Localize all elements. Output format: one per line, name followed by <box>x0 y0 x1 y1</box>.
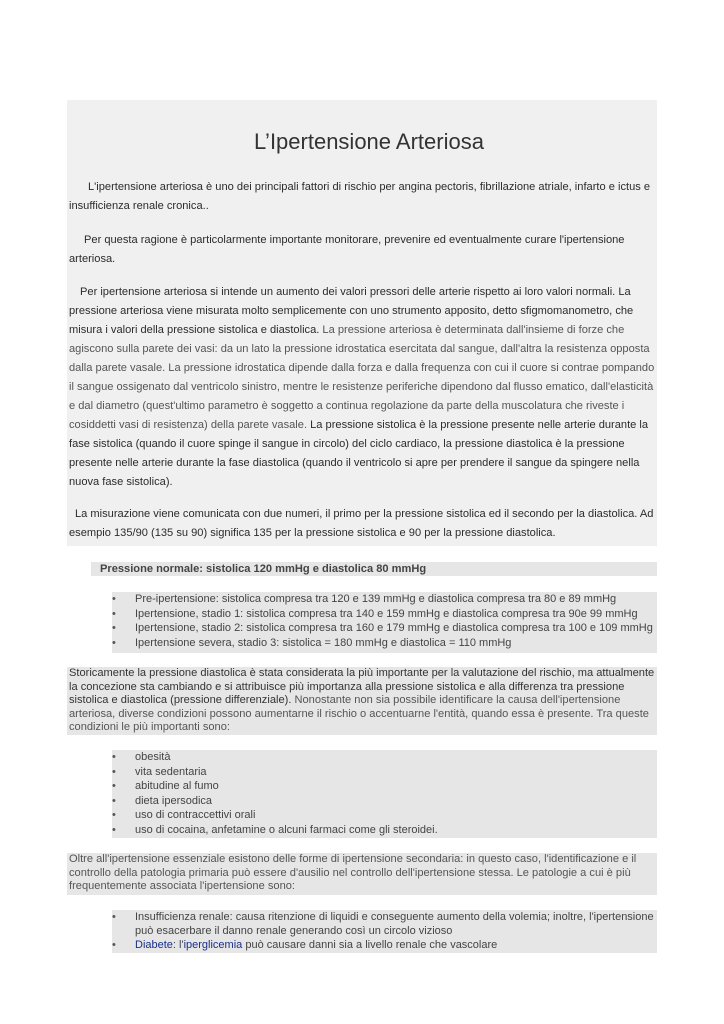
iperglicemia-link[interactable]: iperglicemia <box>183 939 243 952</box>
list-item <box>112 607 657 622</box>
forces-text: La pressione arteriosa è determinata dall'insieme di forze che agiscono sulla parete dei vasi: da un lato la pressione idrostatica esercitata dal sangue, dall'altra la resistenza opposta dalla parete vasale. La pressione idrostatica dipende dalla forza e dalla frequenza con cui il cuore si contrae pompando il sangue ossigenato dal ventricolo sinistro, mentre le resistenze periferiche dipendono dal flusso ematico, dall'elasticità e dal diametro (quest'ultimo parametro è soggetto a continua regolazione da parte della muscolatura che riveste i cosiddetti vasi di resistenza) della parete vasale. <box>69 324 655 431</box>
list-item-text: Insufficienza renale: causa ritenzione di liquidi e conseguente aumento della volemia; inoltre, l'ipertensione può esacerbare il danno renale generando così un circolo vizioso <box>135 911 654 938</box>
list-item <box>112 779 657 794</box>
list-item <box>112 592 657 607</box>
bullet-icon: • <box>112 809 116 822</box>
historical-text: Storicamente la pressione diastolica è stata considerata la più importante per la valutazione del rischio, ma attualmente la concezione sta cambiando e si attribuisce più importanza alla pressione sistolica e alla differenza tra pressione sistolica e diastolica (pressione differenziale). <box>69 667 655 707</box>
list-item-text: Pre-ipertensione: sistolica compresa tra 120 e 139 mmHg e diastolica compresa tra 80 e 89 mmHg <box>135 593 617 605</box>
list-item <box>112 823 657 838</box>
bullet-icon: • <box>112 636 116 649</box>
bullet-icon: • <box>112 823 116 836</box>
list-item-text: Ipertensione, stadio 2: sistolica compresa tra 160 e 179 mmHg e diastolica compresa tra 100 e 109 mmHg <box>135 622 653 635</box>
list-item <box>112 938 657 952</box>
systolic-diastolic-text: La pressione sistolica è la pressione presente nelle arterie durante la fase sistolica (quando il cuore spinge il sangue in circolo) del ciclo cardiaco, la pressione diastolica è la pressione presente nelle arterie durante la fase diastolica (quando il ventricolo si apre per prendere il sangue da spingere nella nuova fase sistolica). <box>69 419 649 488</box>
list-item-text: Ipertensione, stadio 1: sistolica compresa tra 140 e 159 mmHg e diastolica compresa tra 90e 99 mmHg <box>135 607 638 620</box>
list-item <box>112 794 657 809</box>
intro-paragraph-4: La misurazione viene comunicata con due numeri, il primo per la pressione sistolica ed il secondo per la diastolica. Ad esempio 135/90 (135 su 90) significa 135 per la pressione sistolica e 90 per la pressione diastolica. <box>69 508 654 539</box>
definition-text: Per ipertensione arteriosa si intende un aumento dei valori pressori delle arterie rispetto ai loro valori normali. La pressione arteriosa viene misurata molto semplicemente con uno strumento apposito, detto sfigmomanometro, che misura i valori della pressione sistolica e diastolica. <box>69 286 634 336</box>
bullet-icon: • <box>112 794 116 807</box>
bullet-icon: • <box>112 911 116 923</box>
risk-factor-list <box>112 750 657 838</box>
list-item-text: abitudine al fumo <box>135 780 219 793</box>
list-item-text: Ipertensione severa, stadio 3: sistolica = 180 mmHg e diastolica = 110 mmHg <box>135 636 512 649</box>
list-item <box>112 621 657 636</box>
page-title: L’Ipertensione Arteriosa <box>254 129 484 154</box>
risk-conditions-text: Nonostante non sia possibile identificare la causa dell'ipertensione arteriosa, diverse condizioni possono aumentarne il rischio o accentuarne l'entità, quando essa è presente. Tra queste condizioni le più importanti sono: <box>69 694 649 734</box>
list-item-text: vita sedentaria <box>135 765 207 778</box>
normal-pressure-heading: Pressione normale: sistolica 120 mmHg e diastolica 80 mmHg <box>100 563 427 575</box>
intro-paragraph-2: Per questa ragione è particolarmente importante monitorare, prevenire ed eventualmente curare l'ipertensione arteriosa. <box>69 234 625 265</box>
secondary-causes-list <box>112 910 657 953</box>
bullet-icon: • <box>112 622 116 635</box>
historical-paragraph <box>67 667 657 735</box>
bullet-icon: • <box>112 751 116 763</box>
list-item <box>112 808 657 823</box>
list-item-text: uso di contraccettivi orali <box>135 809 256 822</box>
bullet-icon: • <box>112 939 116 952</box>
list-item <box>112 636 657 651</box>
bullet-icon: • <box>112 607 116 620</box>
bullet-icon: • <box>112 593 116 605</box>
list-item <box>112 750 657 765</box>
bullet-icon: • <box>112 765 116 778</box>
secondary-hypertension-paragraph: Oltre all'ipertensione essenziale esistono delle forme di ipertensione secondaria: in questo caso, l'identificazione e il controllo della patologia primaria può essere d'ausilio nel controllo dell'ipertensione stessa. Le patologie a cui è più frequentemente associata l'ipertensione sono: <box>67 853 657 895</box>
list-item-separator: : l' <box>172 939 184 952</box>
list-item-text: obesità <box>135 751 171 763</box>
intro-paragraph-1: L'ipertensione arteriosa è uno dei principali fattori di rischio per angina pectoris, fibrillazione atriale, infarto e ictus e insufficienza renale cronica.. <box>69 181 651 212</box>
list-item <box>112 765 657 780</box>
pressure-category-list <box>112 592 657 650</box>
intro-paragraph-3 <box>69 283 657 492</box>
list-item-text: può causare danni sia a livello renale che vascolare <box>242 939 498 952</box>
bullet-icon: • <box>112 780 116 793</box>
list-item <box>112 910 657 938</box>
diabete-link[interactable]: Diabete <box>135 939 173 952</box>
list-item-text: uso di cocaina, anfetamine o alcuni farmaci come gli steroidei. <box>135 823 438 836</box>
list-item-text: dieta ipersodica <box>135 794 213 807</box>
